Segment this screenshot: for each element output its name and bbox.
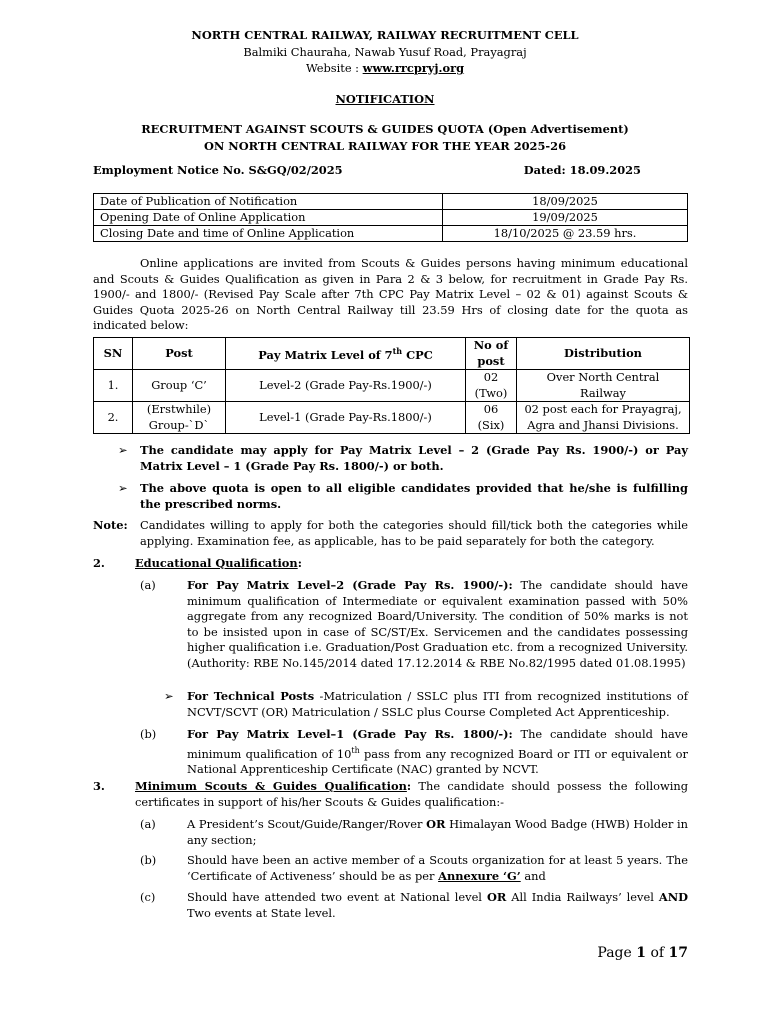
website-line bbox=[0, 60, 770, 77]
item-marker: (a) bbox=[140, 817, 156, 831]
header-no-of-post bbox=[466, 338, 517, 370]
cell-pay-level: Level-2 (Grade Pay-Rs.1900/-) bbox=[226, 370, 466, 402]
date-label: Closing Date and time of Online Application bbox=[94, 226, 443, 242]
organization-address: Balmiki Chauraha, Nawab Yusuf Road, Prayagraj bbox=[243, 44, 527, 59]
date-label: Date of Publication of Notification bbox=[94, 194, 443, 210]
notification-heading: NOTIFICATION bbox=[335, 91, 435, 106]
cell-post: Group ‘C’ bbox=[133, 370, 226, 402]
cell-distribution bbox=[517, 370, 690, 402]
technical-posts-qualification bbox=[187, 689, 688, 720]
cell-dist-line2: Railway bbox=[580, 385, 626, 400]
cell-no-line2: (Two) bbox=[474, 385, 508, 400]
cell-no-of-post bbox=[466, 402, 517, 434]
item-marker: (c) bbox=[140, 890, 156, 904]
item-marker: (b) bbox=[140, 853, 157, 867]
header-distribution: Distribution bbox=[517, 338, 690, 370]
note-text: Candidates willing to apply for both the categories should fill/tick both the categories while applying. Examination fee, as applicable, has to be paid separately for both the category. bbox=[140, 518, 688, 548]
cell-dist-line1: 02 post each for Prayagraj, bbox=[524, 402, 682, 416]
item-text: Should have been an active member of a Scouts organization for at least 5 years. The ‘Certificate of Activeness’ should be as per bbox=[187, 853, 688, 883]
section-2-title: Educational Qualification bbox=[135, 556, 298, 570]
of-word: of bbox=[646, 945, 669, 961]
cell-no-line2: (Six) bbox=[477, 417, 505, 432]
item-text: A President’s Scout/Guide/Ranger/Rover bbox=[187, 817, 427, 831]
website-link[interactable]: www.rrcpryj.org bbox=[362, 61, 465, 75]
organization-name: NORTH CENTRAL RAILWAY, RAILWAY RECRUITMENT CELL bbox=[191, 28, 579, 42]
table-row bbox=[94, 370, 690, 402]
page-word: Page bbox=[597, 945, 637, 961]
current-page: 1 bbox=[636, 945, 646, 961]
header-post: Post bbox=[133, 338, 226, 370]
date-label: Opening Date of Online Application bbox=[94, 210, 443, 226]
cell-distribution bbox=[517, 402, 690, 434]
section-3-intro bbox=[135, 779, 688, 810]
cell-sn: 2. bbox=[94, 402, 133, 434]
section-3-title: Minimum Scouts & Guides Qualification bbox=[135, 779, 407, 793]
scouts-qualification-a bbox=[187, 817, 688, 848]
bullet-text: The candidate may apply for Pay Matrix Level – 2 (Grade Pay Rs. 1900/-) or Pay Matrix Level – 1 (Grade Pay Rs. 1800/-) or both. bbox=[140, 443, 688, 473]
qualification-level-1-heading: For Pay Matrix Level–1 (Grade Pay Rs. 1800/-): bbox=[187, 727, 513, 741]
website-label: Website : bbox=[305, 61, 363, 75]
table-row bbox=[94, 402, 690, 434]
item-text: Himalayan Wood Badge (HWB) Holder in any section; bbox=[187, 817, 688, 847]
annexure-g-reference: Annexure ‘G’ bbox=[438, 868, 521, 883]
bullet-text: The above quota is open to all eligible candidates provided that he/she is fulfilling the prescribed norms. bbox=[140, 481, 688, 511]
note-label: Note: bbox=[93, 518, 128, 532]
item-emphasis: OR bbox=[486, 890, 507, 904]
cell-dist-line2: Agra and Jhansi Divisions. bbox=[527, 417, 679, 432]
header-sn: SN bbox=[94, 338, 133, 370]
cell-sn: 1. bbox=[94, 370, 133, 402]
cell-no-line1: 06 bbox=[483, 402, 499, 416]
qualification-level-1-text-cont: pass from any recognized Board or ITI or equivalent or National Apprenticeship Certificate (NAC) granted by NCVT. bbox=[187, 746, 688, 776]
section-3-number: 3. bbox=[93, 779, 105, 793]
date-value: 18/10/2025 @ 23.59 hrs. bbox=[443, 226, 688, 242]
intro-paragraph: Online applications are invited from Scouts & Guides persons having minimum educational and Scouts & Guides Qualification as given in Para 2 & 3 below, for recruitment in Grade Pay Rs. 1900/- and 1800/- (Revised Pay Scale after 7th CPC Pay Matrix Level – 02 & 01) against Scouts & Guides Quota 2025-26 on North Central Railway till 23.59 Hrs of closing date for the quota as indicated below: bbox=[93, 256, 688, 333]
scouts-qualification-c bbox=[187, 890, 688, 921]
cell-no-line1: 02 bbox=[483, 370, 499, 384]
cell-post-line2: Group-`D` bbox=[148, 417, 210, 432]
scouts-qualification-b bbox=[187, 853, 688, 884]
section-2-number: 2. bbox=[93, 556, 105, 570]
item-text: Should have attended two event at National level bbox=[187, 890, 487, 904]
bullet-item bbox=[118, 443, 688, 474]
qualification-level-2-heading: For Pay Matrix Level–2 (Grade Pay Rs. 1900/-): bbox=[187, 578, 513, 592]
table-row bbox=[94, 194, 688, 210]
cell-dist-line1: Over North Central bbox=[546, 370, 660, 384]
technical-posts-text: -Matriculation / SSLC plus ITI from recognized institutions of NCVT/SCVT (OR) Matriculation / SSLC plus Course Completed Act Apprenticeship. bbox=[187, 689, 688, 719]
cell-post bbox=[133, 402, 226, 434]
qualification-level-2-text: The candidate should have minimum qualification of Intermediate or equivalent examination passed with 50% aggregate from any recognized Board/University. The condition of 50% marks is not to be insisted upon in case of SC/ST/Ex. Servicemen and the candidates possessing higher qualification i.e. Graduation/Post Graduation etc. from a recognized University. (Authority: RBE No.145/2014 dated 17.12.2014 & RBE No.82/1995 dated 01.08.1995) bbox=[187, 578, 688, 670]
qualification-level-1-sup: th bbox=[351, 745, 360, 755]
employment-notice-number: Employment Notice No. S&GQ/02/2025 bbox=[93, 163, 343, 177]
item-text: Two events at State level. bbox=[187, 905, 336, 920]
section-2-heading bbox=[135, 556, 302, 572]
table-row bbox=[94, 226, 688, 242]
qualification-level-2 bbox=[187, 578, 688, 672]
table-header-row bbox=[94, 338, 690, 370]
item-emphasis: AND bbox=[658, 890, 688, 904]
header-pay-level-text: Pay Matrix Level of 7 bbox=[258, 347, 393, 362]
qualification-level-1 bbox=[187, 727, 688, 778]
notice-date: Dated: 18.09.2025 bbox=[523, 163, 641, 177]
key-dates-table bbox=[93, 193, 688, 242]
qualification-level-1-text: The candidate should have minimum qualification of 10 bbox=[187, 727, 688, 761]
letterhead bbox=[0, 27, 770, 154]
section-3-colon: : bbox=[406, 779, 412, 793]
bullet-arrow-icon: ➢ bbox=[118, 481, 128, 495]
item-text: and bbox=[520, 868, 546, 883]
bullet-item bbox=[118, 481, 688, 512]
section-3-intro-text: The candidate should possess the following certificates in support of his/her Scouts & Guides qualification:- bbox=[135, 779, 688, 809]
header-pay-level bbox=[226, 338, 466, 370]
item-text: All India Railways’ level bbox=[506, 890, 659, 904]
table-row bbox=[94, 210, 688, 226]
header-no-line2: post bbox=[477, 353, 505, 368]
date-value: 19/09/2025 bbox=[443, 210, 688, 226]
total-pages: 17 bbox=[668, 945, 688, 961]
section-2-colon: : bbox=[297, 556, 302, 570]
cell-no-of-post bbox=[466, 370, 517, 402]
item-emphasis: OR bbox=[426, 817, 446, 831]
bullet-arrow-icon: ➢ bbox=[164, 689, 174, 703]
date-value: 18/09/2025 bbox=[443, 194, 688, 210]
title-line-2: ON NORTH CENTRAL RAILWAY FOR THE YEAR 2025-26 bbox=[203, 138, 566, 153]
posts-table bbox=[93, 337, 690, 434]
header-pay-level-sup: th bbox=[392, 345, 403, 356]
header-pay-level-suffix: CPC bbox=[402, 347, 433, 362]
technical-posts-heading: For Technical Posts bbox=[187, 689, 315, 703]
cell-pay-level: Level-1 (Grade Pay-Rs.1800/-) bbox=[226, 402, 466, 434]
title-line-1: RECRUITMENT AGAINST SCOUTS & GUIDES QUOTA (Open Advertisement) bbox=[141, 122, 629, 136]
item-marker: (b) bbox=[140, 727, 157, 741]
item-marker: (a) bbox=[140, 578, 156, 592]
header-no-line1: No of bbox=[473, 338, 509, 352]
page-number bbox=[597, 946, 688, 962]
bullet-arrow-icon: ➢ bbox=[118, 443, 128, 457]
cell-post-line1: (Erstwhile) bbox=[146, 402, 212, 416]
